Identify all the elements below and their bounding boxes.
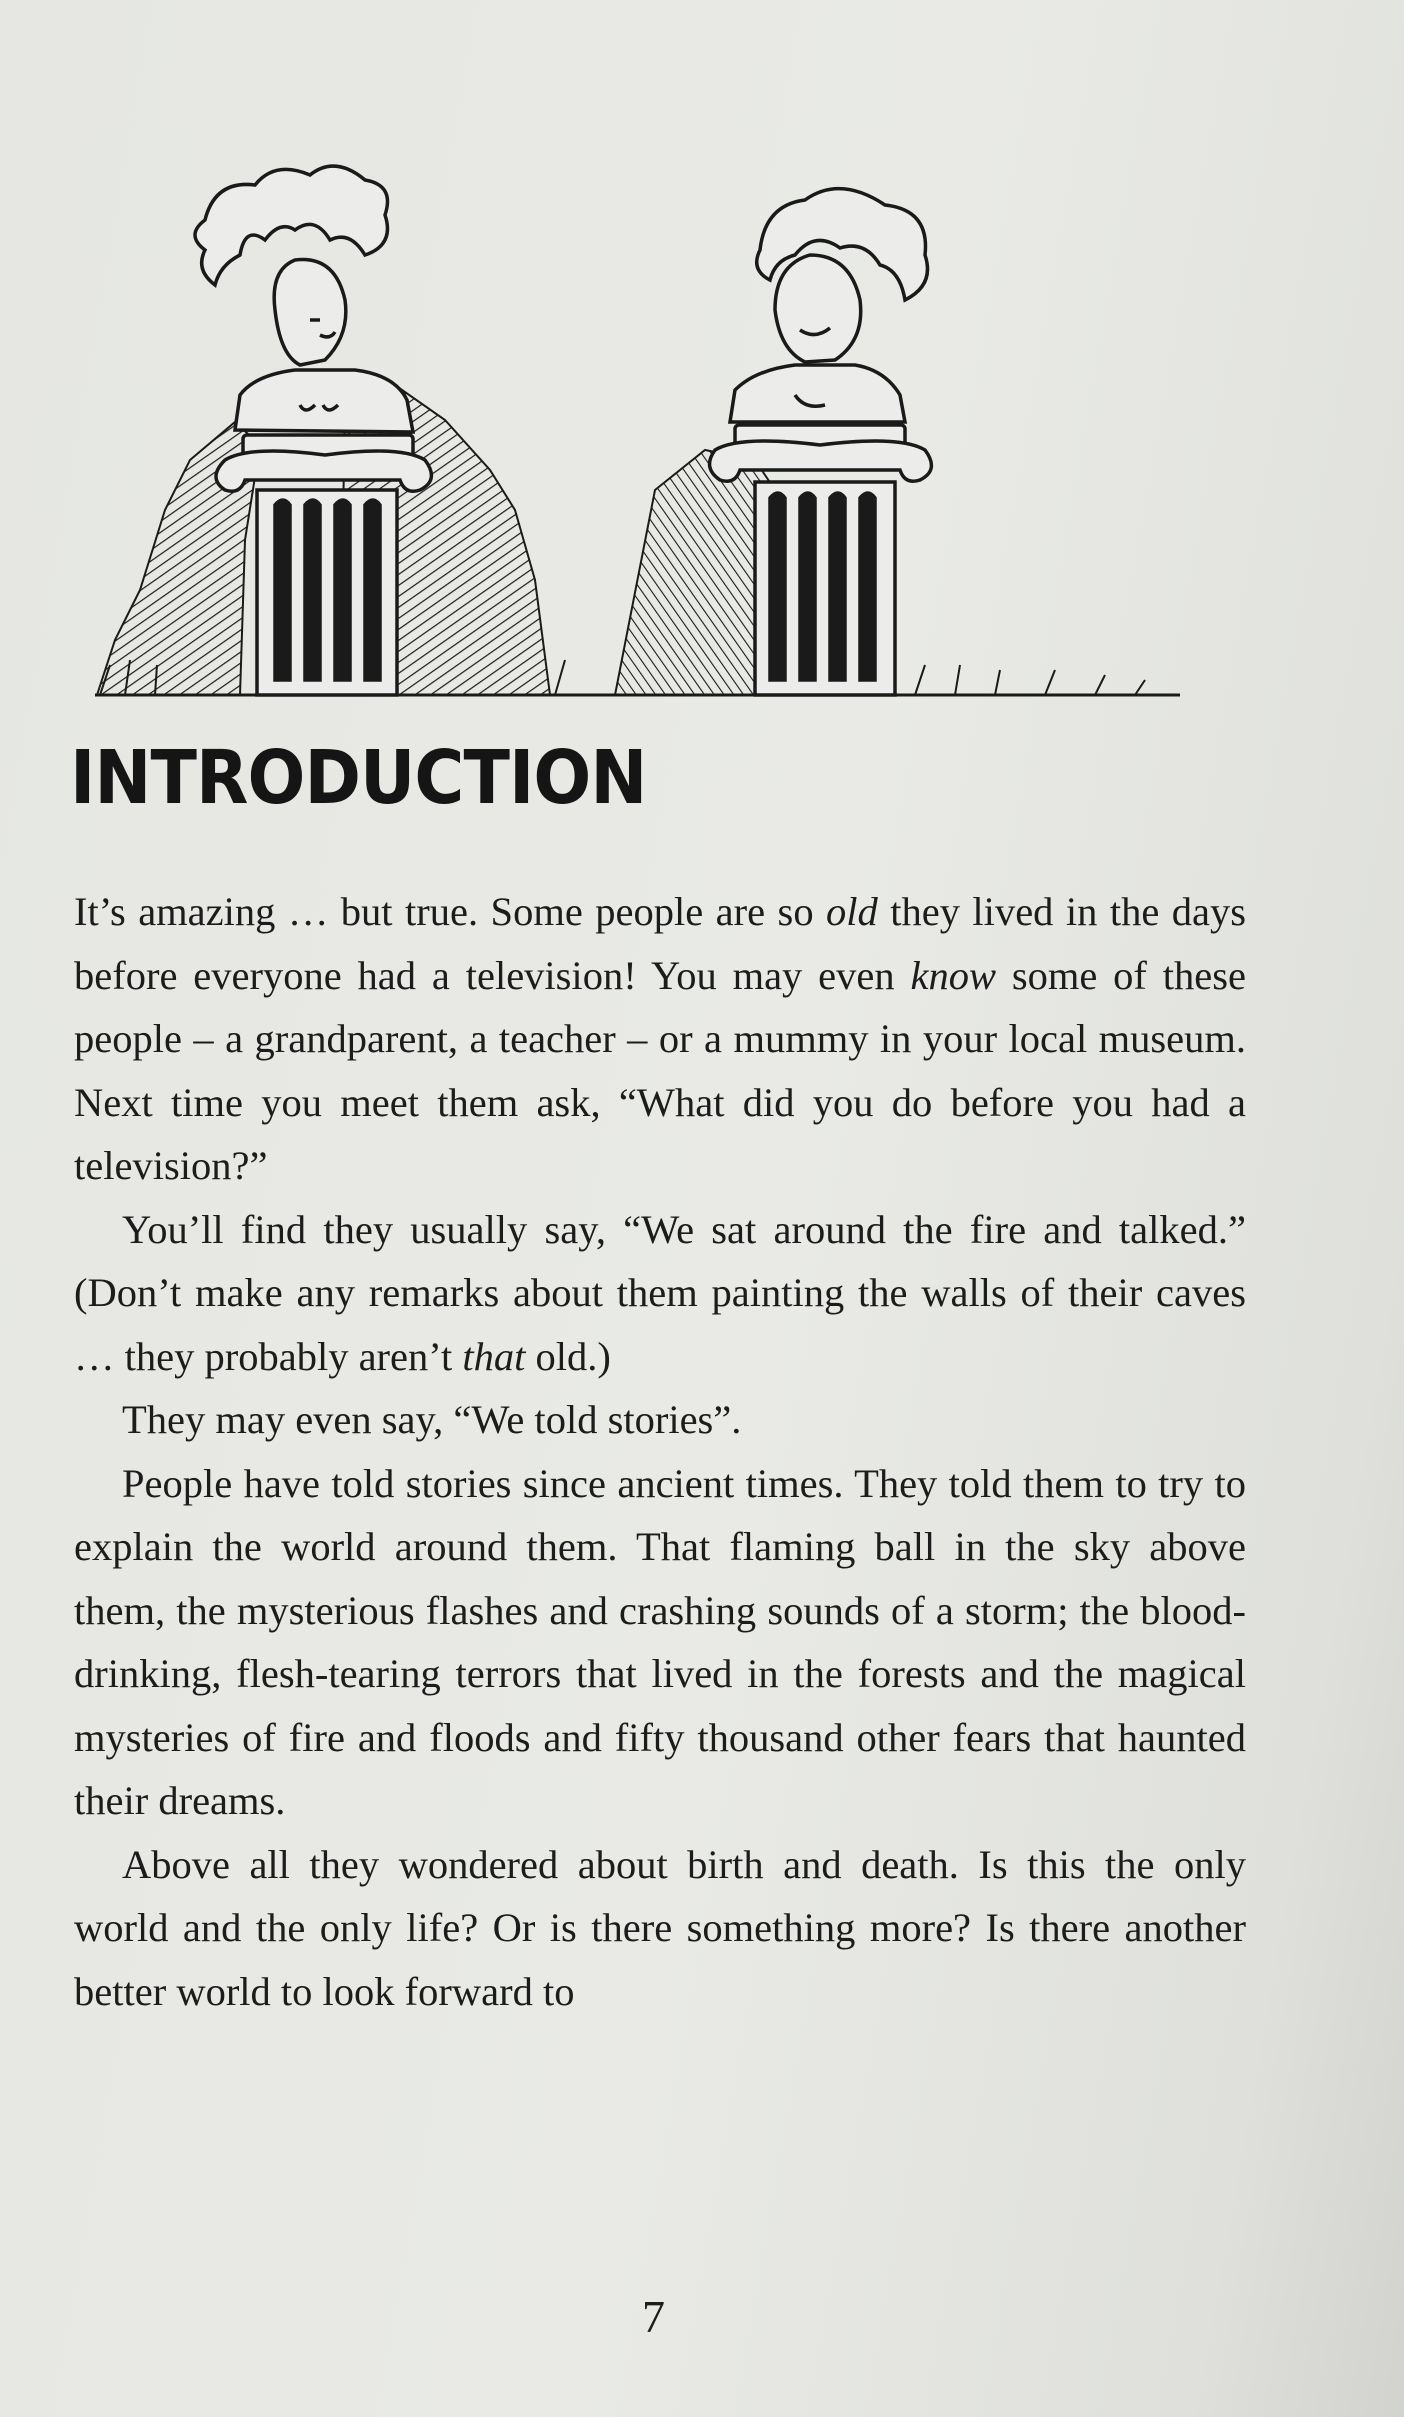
page-number: 7 — [642, 2291, 665, 2342]
busts-on-columns-illustration — [95, 160, 1185, 700]
right-bust — [730, 189, 928, 422]
paragraph: It’s amazing … but true. Some people are so old they lived in the days before everyone had a television! You may even know some of these people – a grandparent, a teacher – or a mummy in your local museum. Next time you meet them ask, “What did you do before you had a television?” — [74, 889, 1246, 1188]
paragraph: You’ll find they usually say, “We sat around the fire and talked.” (Don’t make any remarks about them painting the walls of their caves … they probably aren’t that old.) — [74, 1206, 1246, 1379]
body-text — [74, 880, 1246, 2023]
page-title: INTRODUCTION — [70, 735, 647, 821]
paragraph: They may even say, “We told stories”. — [122, 1397, 742, 1442]
left-bust — [195, 166, 413, 432]
paragraph: Above all they wondered about birth and death. Is this the only world and the only life? Or is there something more? Is there another better world to look forward to — [74, 1841, 1246, 2014]
paragraph: People have told stories since ancient times. They told them to try to explain the world around them. That flaming ball in the sky above them, the mysterious flashes and crashing sounds of a storm; the blood-drinking, flesh-tearing terrors that lived in the forests and the magical mysteries of fire and floods and fifty thousand other fears that haunted their dreams. — [74, 1460, 1246, 1823]
